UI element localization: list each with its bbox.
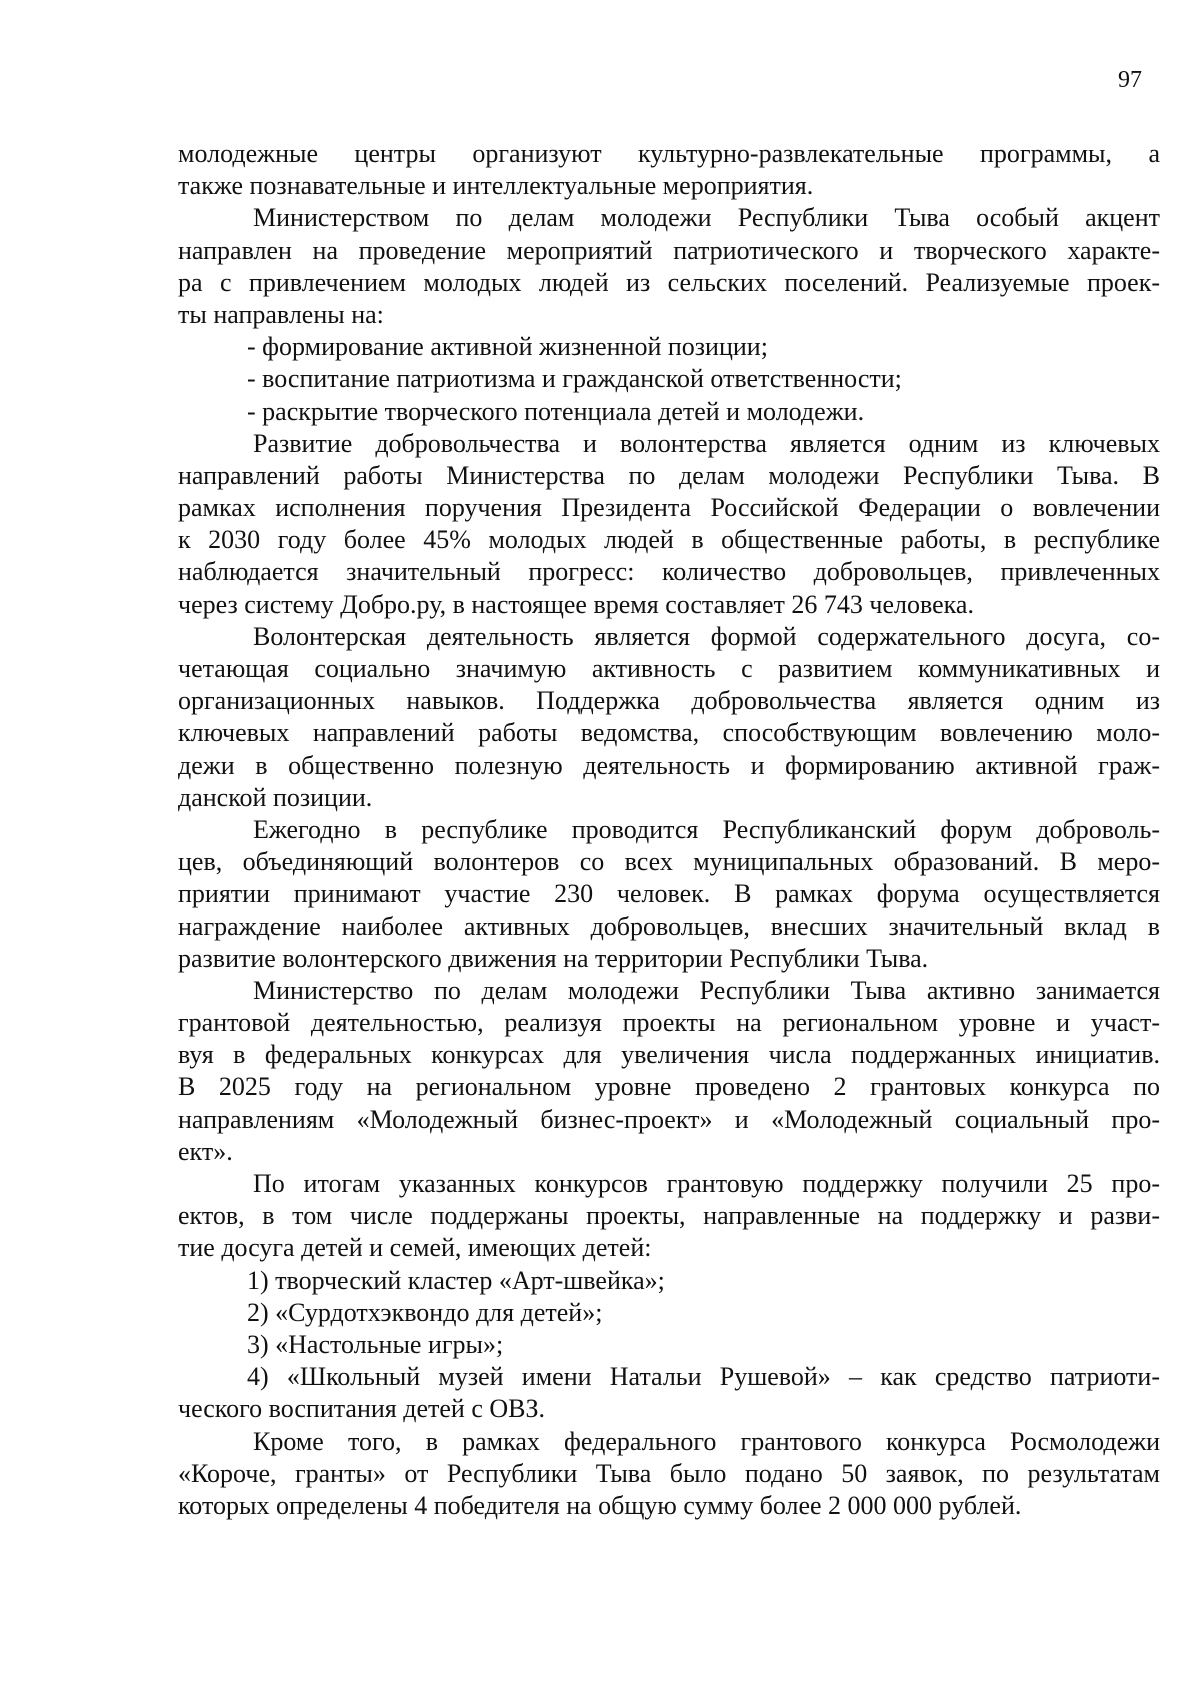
list-item: 2) «Сурдотхэквондо для детей»; <box>247 1297 603 1327</box>
paragraph-line: Волонтерская деятельность является формой содержательного досуга, со- <box>253 621 1160 651</box>
list-item: - раскрытие творческого потенциала детей и молодежи. <box>247 396 865 426</box>
paragraph-line: ект». <box>178 1136 233 1166</box>
paragraph-line: ектов, в том числе поддержаны проекты, направленные на поддержку и разви- <box>178 1201 1160 1231</box>
paragraph-line: молодежные центры организуют культурно-развлекательные программы, а <box>178 139 1160 168</box>
paragraph-line: направлен на проведение мероприятий патриотического и творческого характе- <box>178 235 1160 265</box>
list-item: - формирование активной жизненной позиции; <box>247 332 768 362</box>
paragraph-line: через систему Добро.ру, в настоящее время составляет 26 743 человека. <box>178 589 974 619</box>
paragraph-line: вуя в федеральных конкурсах для увеличения числа поддержанных инициатив. <box>178 1040 1160 1070</box>
paragraph-line: ты направлены на: <box>178 299 384 329</box>
paragraph-line: Министерством по делам молодежи Республики Тыва особый акцент <box>253 203 1160 233</box>
paragraph-line: тие досуга детей и семей, имеющих детей: <box>178 1233 652 1263</box>
paragraph-line: В 2025 году на региональном уровне проведено 2 грантовых конкурса по <box>178 1072 1160 1102</box>
paragraph-line: развитие волонтерского движения на территории Республики Тыва. <box>178 943 929 973</box>
paragraph-line: к 2030 году более 45% молодых людей в общественные работы, в республике <box>178 525 1160 555</box>
list-item-continuation: ческого воспитания детей с ОВЗ. <box>178 1394 546 1424</box>
paragraph-line: Ежегодно в республике проводится Республиканский форум доброволь- <box>253 814 1160 844</box>
paragraph-line: также познавательные и интеллектуальные мероприятия. <box>178 171 814 201</box>
paragraph-line: грантовой деятельностью, реализуя проекты на региональном уровне и участ- <box>178 1008 1160 1038</box>
list-item: 1) творческий кластер «Арт-швейка»; <box>247 1265 665 1295</box>
document-body <box>178 138 1160 1522</box>
paragraph-line: Кроме того, в рамках федерального грантового конкурса Росмолодежи <box>253 1426 1160 1456</box>
paragraph-line: дежи в общественно полезную деятельность и формированию активной граж- <box>178 750 1160 780</box>
paragraph-line: ключевых направлений работы ведомства, способствующим вовлечению моло- <box>178 718 1160 748</box>
paragraph-line: цев, объединяющий волонтеров со всех муниципальных образований. В меро- <box>178 847 1160 877</box>
list-item: 4) «Школьный музей имени Натальи Рушевой» – как средство патриоти- <box>247 1362 1160 1392</box>
paragraph-line: По итогам указанных конкурсов грантовую поддержку получили 25 про- <box>253 1169 1160 1198</box>
paragraph-line: Министерство по делам молодежи Республики Тыва активно занимается <box>253 975 1160 1005</box>
paragraph-line: данской позиции. <box>178 782 373 812</box>
paragraph-line: четающая социально значимую активность с развитием коммуникативных и <box>178 654 1160 683</box>
paragraph-line: награждение наиболее активных добровольцев, внесших значительный вклад в <box>178 911 1160 941</box>
paragraph-line: направлениям «Молодежный бизнес-проект» и «Молодежный социальный про- <box>178 1104 1160 1134</box>
list-item: 3) «Настольные игры»; <box>247 1329 504 1359</box>
list-item: - воспитание патриотизма и гражданской ответственности; <box>247 364 902 394</box>
paragraph-line: наблюдается значительный прогресс: количество добровольцев, привлеченных <box>178 557 1160 587</box>
paragraph-line: ра с привлечением молодых людей из сельских поселений. Реализуемые проек- <box>178 267 1160 297</box>
paragraph-line: рамках исполнения поручения Президента Российской Федерации о вовлечении <box>178 493 1160 523</box>
paragraph-line: «Короче, гранты» от Республики Тыва было подано 50 заявок, по результатам <box>178 1458 1160 1488</box>
paragraph-line: организационных навыков. Поддержка добровольчества является одним из <box>178 686 1160 716</box>
paragraph-line: направлений работы Министерства по делам молодежи Республики Тыва. В <box>178 460 1160 490</box>
paragraph-line: приятии принимают участие 230 человек. В рамках форума осуществляется <box>178 879 1160 909</box>
paragraph-line: которых определены 4 победителя на общую сумму более 2 000 000 рублей. <box>178 1490 1022 1520</box>
page-number: 97 <box>1118 67 1142 93</box>
paragraph-line: Развитие добровольчества и волонтерства является одним из ключевых <box>253 428 1160 458</box>
